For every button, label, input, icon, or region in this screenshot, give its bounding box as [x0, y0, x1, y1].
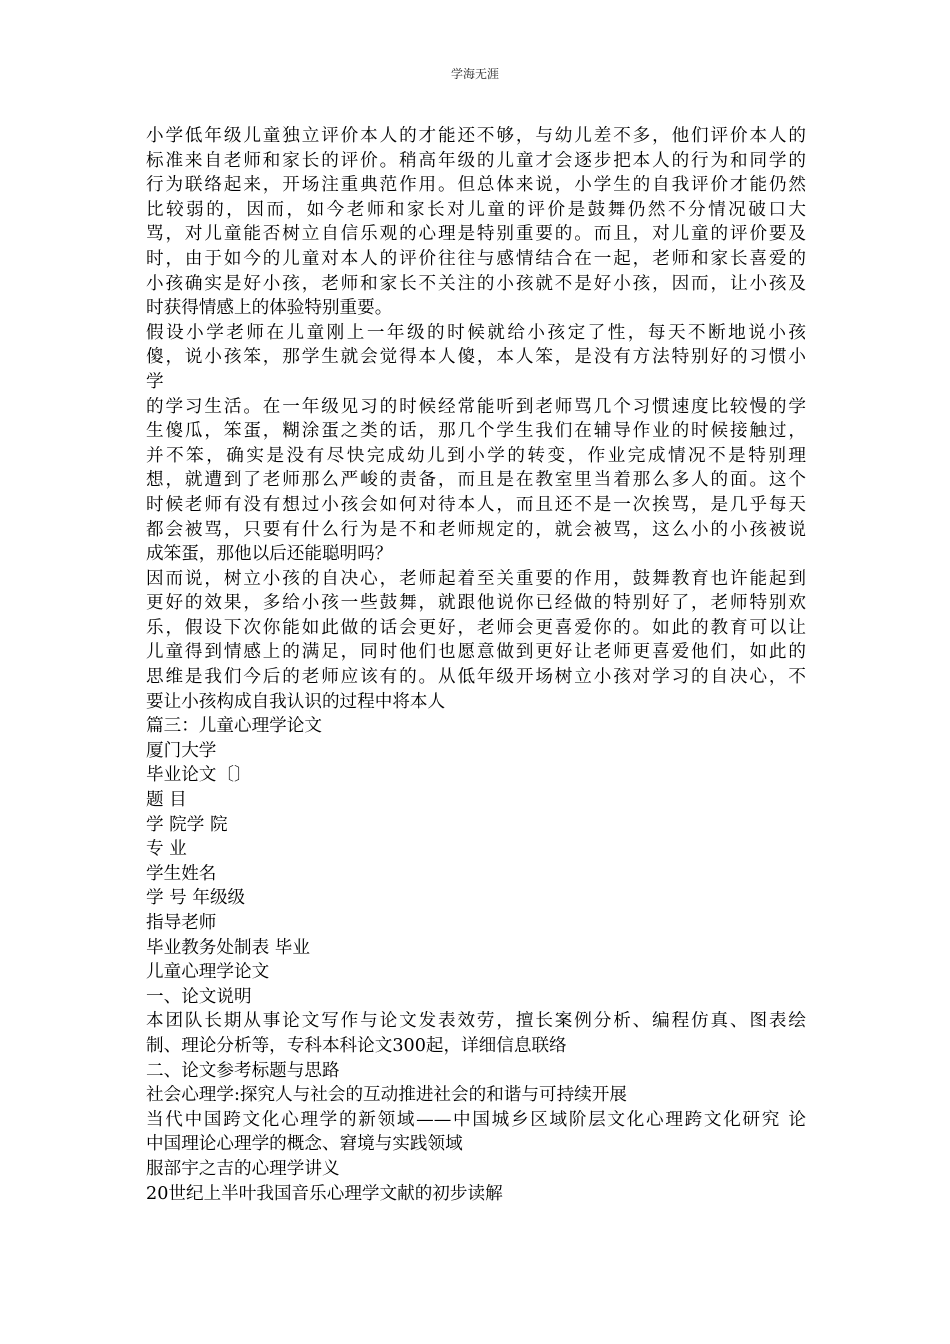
text-line: 制、理论分析等，专科本科论文300起，详细信息联络 — [146, 1035, 567, 1056]
text-line: 思维是我们今后的老师应该有的。从低年级开场树立小孩对学习的自决心，不 — [146, 667, 806, 688]
text-line: 当代中国跨文化心理学的新领域——中国城乡区域阶层文化心理跨文化研究 论 — [146, 1109, 806, 1130]
text-line: 小孩确实是好小孩，老师和家长不关注的小孩就不是好小孩，因而，让小孩及 — [146, 273, 806, 294]
text-line: 的学习生活。在一年级见习的时候经常能听到老师骂几个习惯速度比较慢的学 — [146, 396, 806, 417]
text-line: 厦门大学 — [146, 740, 217, 761]
text-line: 乐，假设下次你能如此做的话会更好，老师会更喜爱你的。如此的教育可以让 — [146, 617, 806, 638]
text-line: 更好的效果，多给小孩一些鼓舞，就跟他说你已经做的特别好了，老师特别欢 — [146, 593, 806, 614]
text-line: 篇三：儿童心理学论文 — [146, 716, 322, 737]
text-line: 傻，说小孩笨，那学生就会觉得本人傻，本人笨，是没有方法特别好的习惯小 — [146, 347, 806, 368]
text-line: 二、论文参考标题与思路 — [146, 1060, 340, 1081]
text-line: 毕业论文〔〕 — [146, 765, 252, 786]
text-line: 假设小学老师在儿童刚上一年级的时候就给小孩定了性，每天不断地说小孩 — [146, 322, 806, 343]
document-body — [146, 124, 806, 1206]
text-line: 想，就遭到了老师那么严峻的责备，而且是在教室里当着那么多人的面。这个 — [146, 470, 806, 491]
text-line: 学 号 年级级 — [146, 888, 246, 909]
text-line: 专 业 — [146, 839, 187, 860]
text-line: 成笨蛋，那他以后还能聪明吗？ — [146, 544, 393, 565]
text-line: 骂，对儿童能否树立自信乐观的心理是特别重要的。而且，对儿童的评价要及 — [146, 224, 806, 245]
text-line: 比较弱的，因而，如今老师和家长对儿童的评价是鼓舞仍然不分情况破口大 — [146, 199, 806, 220]
text-line: 本团队长期从事论文写作与论文发表效劳，擅长案例分析、编程仿真、图表绘 — [146, 1011, 806, 1032]
text-line: 学生姓名 — [146, 863, 217, 884]
text-line: 社会心理学:探究人与社会的互动推进社会的和谐与可持续开展 — [146, 1085, 627, 1106]
text-line: 毕业教务处制表 毕业 — [146, 937, 310, 958]
text-line: 时，由于如今的儿童对本人的评价往往与感情结合在一起，老师和家长喜爱的 — [146, 248, 806, 269]
text-line: 标准来自老师和家长的评价。稍高年级的儿童才会逐步把本人的行为和同学的 — [146, 150, 806, 171]
text-line: 儿童心理学论文 — [146, 962, 270, 983]
text-line: 儿童得到情感上的满足，同时他们也愿意做到更好让老师更喜爱他们，如此的 — [146, 642, 806, 663]
text-line: 指导老师 — [146, 913, 217, 933]
page-header: 学海无涯 — [450, 67, 499, 81]
text-line: 并不笨，确实是没有尽快完成幼儿到小学的转变，作业完成情况不是特别理 — [146, 445, 806, 466]
text-line: 学 — [146, 371, 164, 392]
text-line: 时候老师有没有想过小孩会如何对待本人，而且还不是一次挨骂，是几乎每天 — [146, 494, 806, 515]
text-line: 一、论文说明 — [146, 986, 252, 1007]
text-line: 中国理论心理学的概念、窘境与实践领域 — [146, 1134, 463, 1155]
text-line: 因而说，树立小孩的自决心，老师起着至关重要的作用，鼓舞教育也许能起到 — [146, 568, 806, 589]
text-line: 生傻瓜，笨蛋，糊涂蛋之类的话，那几个学生我们在辅导作业的时候接触过， — [146, 421, 806, 442]
text-line: 时获得情感上的体验特别重要。 — [146, 298, 393, 319]
text-line: 服部宇之吉的心理学讲义 — [146, 1158, 340, 1179]
text-line: 学 院学 院 — [146, 814, 228, 835]
text-line: 20世纪上半叶我国音乐心理学文献的初步读解 — [146, 1183, 503, 1204]
text-line: 小学低年级儿童独立评价本人的才能还不够，与幼儿差不多，他们评价本人的 — [146, 126, 806, 146]
text-line: 题 目 — [146, 790, 187, 811]
text-line: 都会被骂，只要有什么行为是不和老师规定的，就会被骂，这么小的小孩被说 — [146, 519, 806, 540]
text-line: 行为联络起来，开场注重典范作用。但总体来说，小学生的自我评价才能仍然 — [146, 175, 806, 196]
text-line: 要让小孩构成自我认识的过程中将本人 — [146, 691, 446, 712]
